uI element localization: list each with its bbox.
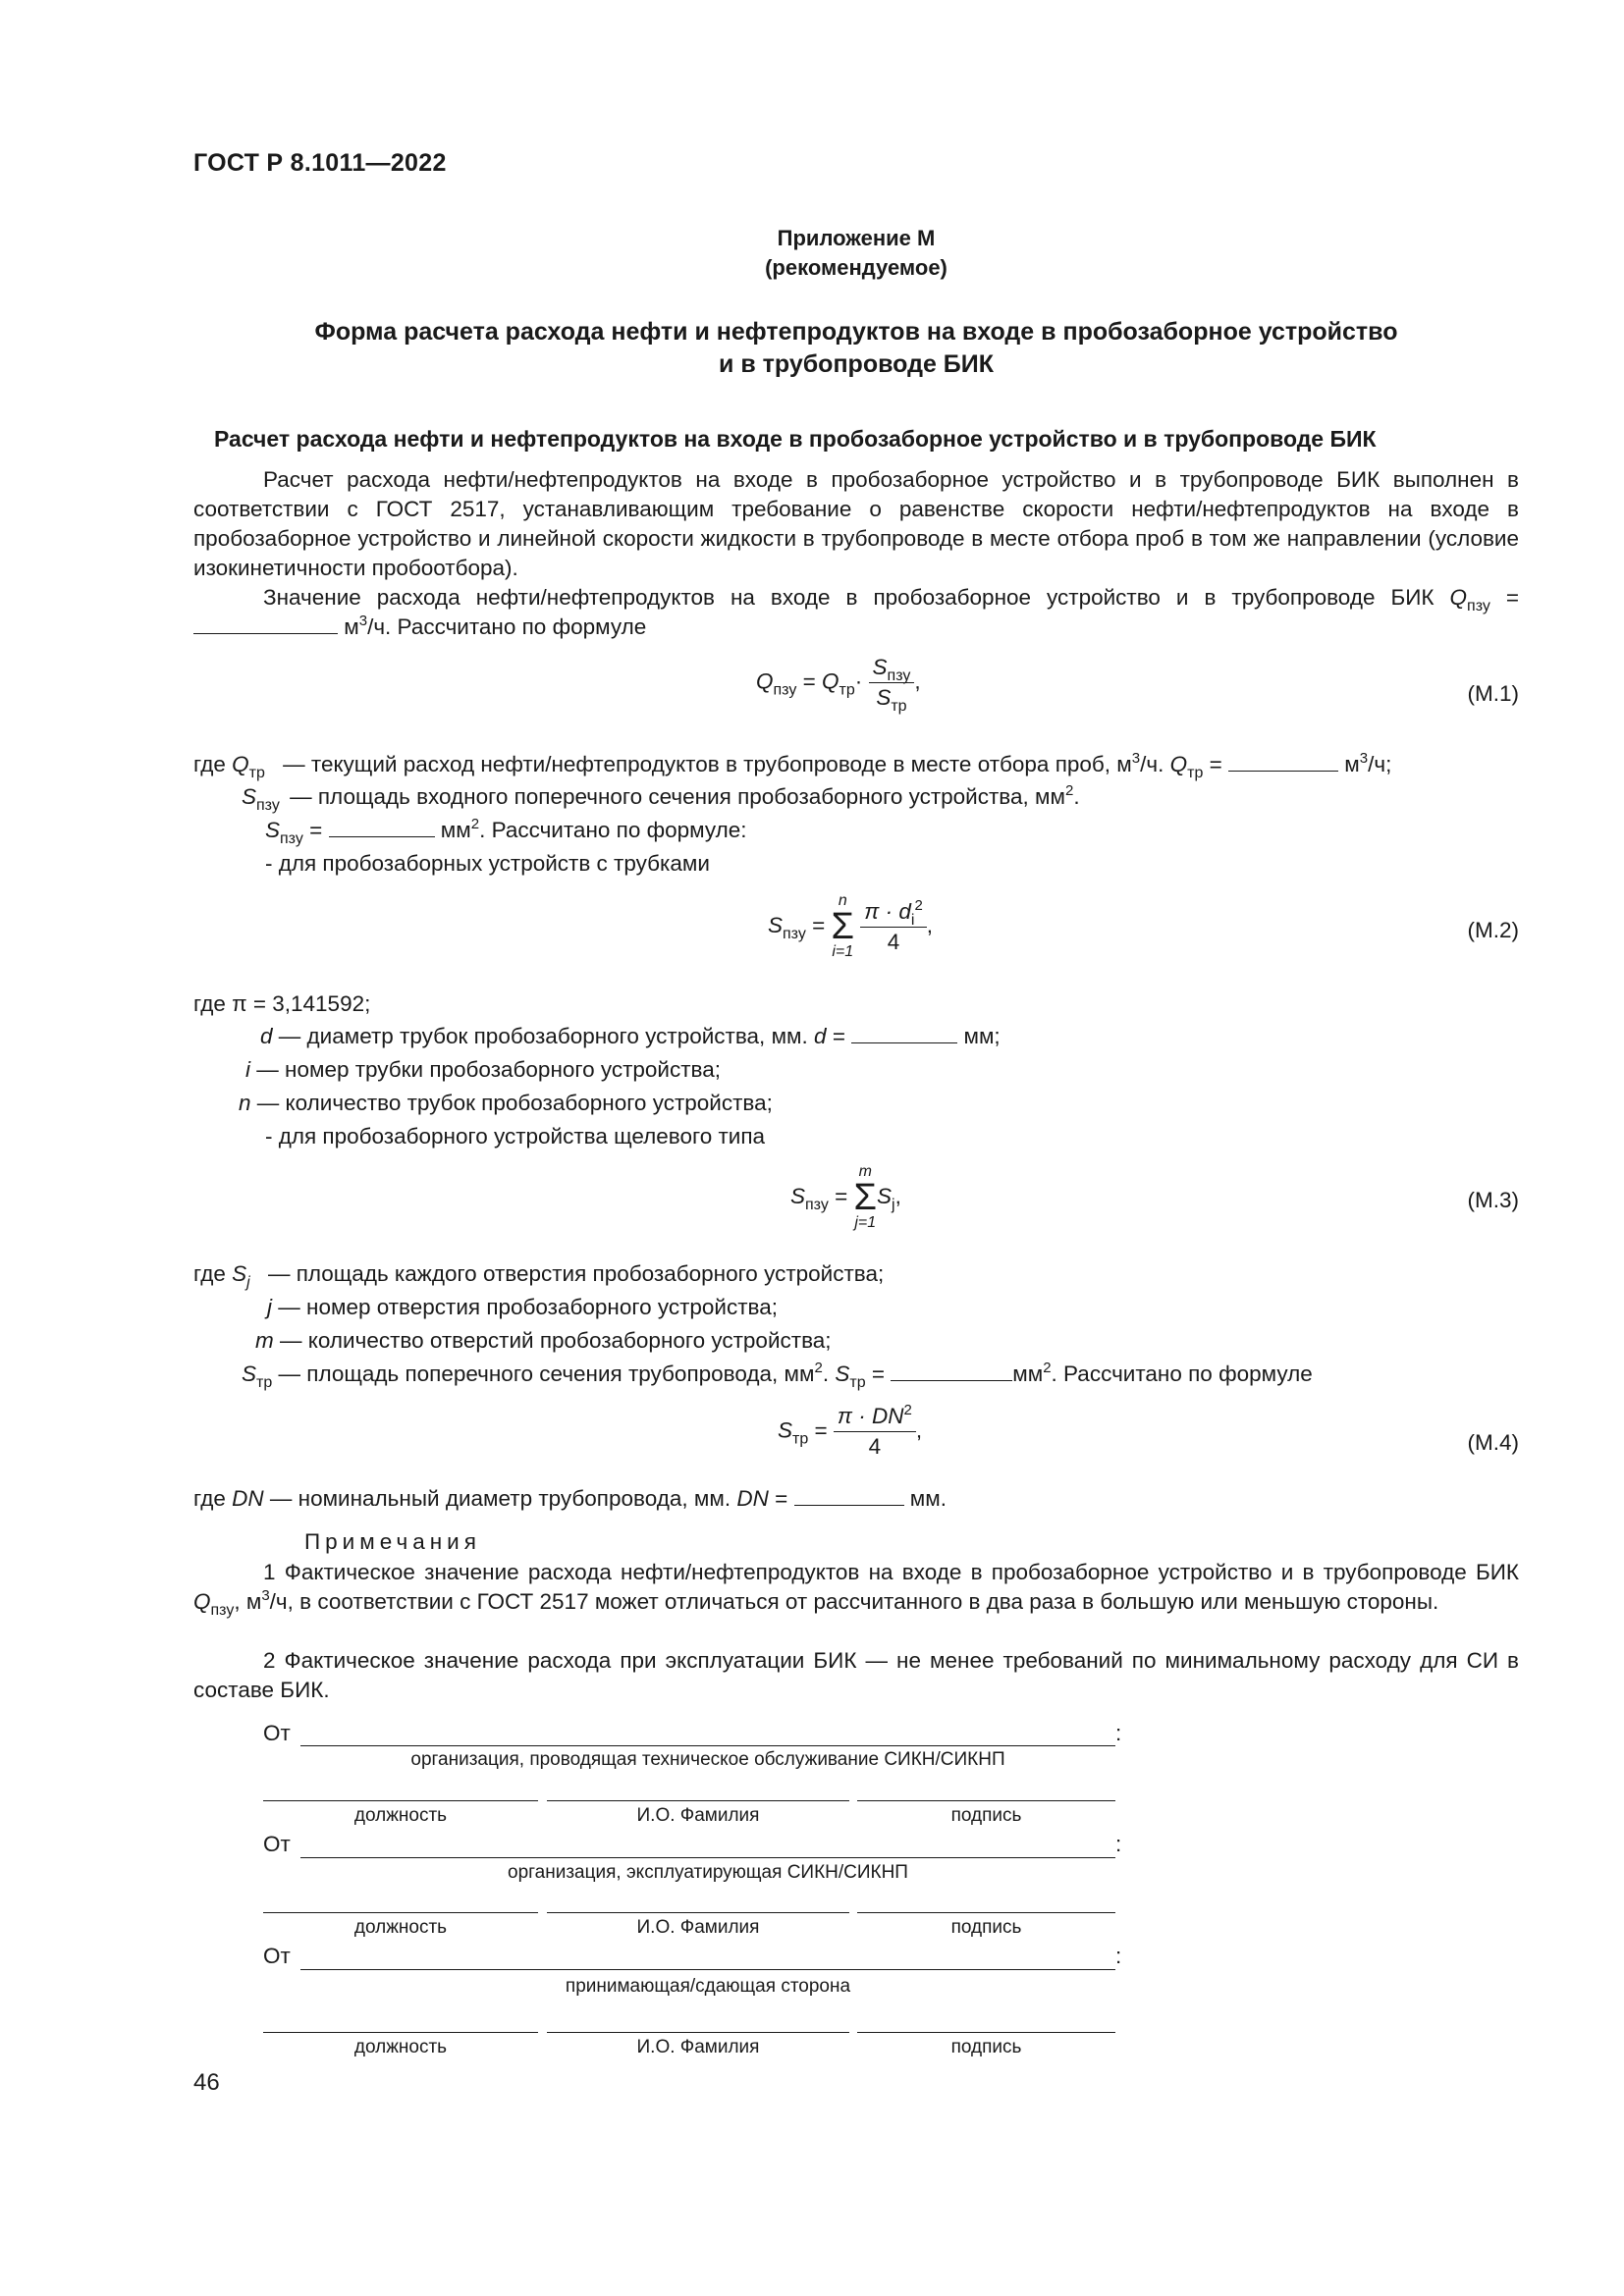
str-value-field[interactable] <box>891 1361 1012 1381</box>
position-caption: должность <box>353 1805 448 1826</box>
name-caption: И.О. Фамилия <box>636 2037 760 2057</box>
pi-value-line: где π = 3,141592; <box>193 991 371 1016</box>
i-description: номер трубки пробозаборного устройства; <box>285 1057 722 1082</box>
d-value-field[interactable] <box>851 1023 957 1043</box>
where-m-line: m — количество отверстий пробозаборного устройства; <box>255 1328 832 1353</box>
formula-m2-number: (М.2) <box>1467 918 1519 942</box>
where-sj-line: где $S_j$ — площадь каждого отверстия пробозаборного устройства; <box>193 1261 885 1291</box>
qpzu-value-field[interactable] <box>193 614 338 634</box>
spzu-value-line: $S_{пзу} = мм^2$. Рассчитано по формуле: <box>265 816 747 847</box>
where-dn-line: где DN — номинальный диаметр трубопровода, мм. DN = мм. <box>193 1486 947 1511</box>
spzu-value-field[interactable] <box>329 817 435 837</box>
signature-line[interactable] <box>857 1912 1115 1913</box>
m-description: количество отверстий пробозаборного устройства; <box>307 1328 832 1353</box>
position-line[interactable] <box>263 2032 538 2033</box>
value-paragraph-text: Значение расхода нефти/нефтепродуктов на входе в пробозаборное устройство и в трубопроводе БИК <box>263 585 1435 610</box>
from-label: От <box>263 1721 291 1745</box>
sj-description: площадь каждого отверстия пробозаборного устройства; <box>296 1261 885 1286</box>
name-caption: И.О. Фамилия <box>636 1917 760 1938</box>
note-2: 2 Фактическое значение расхода при эксплуатации БИК — не менее требований по минимальному расходу для СИ в составе БИК. <box>193 1648 1519 1702</box>
organization-line[interactable] <box>300 1969 1115 1970</box>
document-title-line-2: и в трубопроводе БИК <box>719 350 994 378</box>
organization-caption: принимающая/сдающая сторона <box>565 1976 851 1997</box>
formula-m3: $S_{пзу}$ = m Σ j=1 $S_j$, <box>790 1163 901 1231</box>
spzu-description: площадь входного поперечного сечения пробозаборного устройства, мм <box>317 784 1065 809</box>
where-j-line: j — номер отверстия пробозаборного устройства; <box>267 1295 779 1319</box>
signature-caption: подпись <box>950 1805 1022 1826</box>
position-caption: должность <box>353 2037 448 2057</box>
slot-device-label: - для пробозаборного устройства щелевого типа <box>265 1124 766 1148</box>
qtr-value-field[interactable] <box>1228 751 1338 772</box>
formula-m4: $S_{тр}$ = $\frac{\pi \cdot DN^2}{4}$ , <box>778 1402 923 1459</box>
formula-m1: $Q_{пзу} = Q_{тр}\cdot$ $\frac{S_{пзу}}{S_{тр}}$ , <box>756 655 921 715</box>
tubes-device-label: - для пробозаборных устройств с трубками <box>265 851 710 876</box>
where-str-line: $S_{тр}$ — площадь поперечного сечения трубопровода, $мм^2$. $S_{тр} = мм^2$. Рассчитано по формуле <box>242 1360 1313 1391</box>
dn-value-field[interactable] <box>794 1485 904 1506</box>
from-label: От <box>263 1944 291 1968</box>
notes-heading: Примечания <box>304 1529 481 1554</box>
signature-line[interactable] <box>857 2032 1115 2033</box>
intro-paragraph: Расчет расхода нефти/нефтепродуктов на входе в пробозаборное устройство и в трубопроводе БИК выполнен в соответствии с ГОСТ 2517, устанавливающим требование о равенстве скорости нефти/нефтепродуктов на входе в пробозаборное устройство и линейной скорости жидкости в трубопроводе в месте отбора проб в том же направлении (условие изокинетичности пробоотбора). <box>193 467 1519 580</box>
formula-m4-fraction: $\frac{\pi \cdot DN^2}{4}$ <box>834 1404 916 1460</box>
n-description: количество трубок пробозаборного устройства; <box>285 1091 773 1115</box>
appendix-title: Приложение М <box>777 226 936 250</box>
page-number: 46 <box>193 2069 220 2096</box>
signature-caption: подпись <box>950 2037 1022 2057</box>
organization-line[interactable] <box>300 1857 1115 1858</box>
position-line[interactable] <box>263 1912 538 1913</box>
appendix-status: (рекомендуемое) <box>765 255 947 280</box>
organization-caption: организация, эксплуатирующая СИКН/СИКНП <box>508 1862 908 1883</box>
value-paragraph: Значение расхода нефти/нефтепродуктов на входе в пробозаборное устройство и в трубопроводе БИК $Q_{пзу} = м^3/ч$. Рассчитано по формуле <box>193 583 1519 642</box>
standard-designation: ГОСТ Р 8.1011—2022 <box>193 149 447 177</box>
name-line[interactable] <box>547 1800 849 1801</box>
sum-symbol: n Σ i=1 <box>831 892 855 960</box>
formula-m3-number: (М.3) <box>1467 1188 1519 1212</box>
from-label: От <box>263 1832 291 1856</box>
dn-description: номинальный диаметр трубопровода, мм. <box>298 1486 731 1511</box>
formula-m4-number: (М.4) <box>1467 1430 1519 1455</box>
document-title <box>193 316 1519 381</box>
signature-line[interactable] <box>857 1800 1115 1801</box>
position-caption: должность <box>353 1917 448 1938</box>
d-description: диаметр трубок пробозаборного устройства, мм. <box>306 1024 808 1048</box>
formula-m1-number: (М.1) <box>1467 681 1519 706</box>
where-spzu-line: $S_{пзу}$ — площадь входного поперечного сечения пробозаборного устройства, $мм^2$. <box>242 782 1080 814</box>
name-line[interactable] <box>547 2032 849 2033</box>
formula-m1-fraction: $\frac{S_{пзу}}{S_{тр}}$ <box>869 655 915 711</box>
appendix-heading <box>193 224 1519 283</box>
name-caption: И.О. Фамилия <box>636 1805 760 1826</box>
where-n-line: n — количество трубок пробозаборного устройства; <box>239 1091 773 1115</box>
formula-m2: $S_{пзу}$ = n Σ i=1 $\frac{\pi \cdot d_i^2}{4}$ , <box>768 892 934 960</box>
section-title: Расчет расхода нефти и нефтепродуктов на входе в пробозаборное устройство и в трубопроводе БИК <box>214 426 1377 452</box>
j-description: номер отверстия пробозаборного устройства; <box>306 1295 779 1319</box>
str-description: площадь поперечного сечения трубопровода, мм <box>306 1362 815 1386</box>
where-d-line: d — диаметр трубок пробозаборного устройства, мм. d = мм; <box>260 1024 1001 1048</box>
document-page: ГОСТ Р 8.1011—2022 Приложение М (рекомендуемое) Форма расчета расхода нефти и нефтепродуктов на входе в пробозаборное устройство и в трубопроводе БИК Расчет расхода нефти и нефтепродуктов на входе в пробозаборное устройство и в трубопроводе БИК Расчет расхода нефти/нефтепродуктов на входе в пробозаборное устройство и в трубопроводе БИК выполнен в соответствии с ГОСТ 2517, устанавливающим требование о равенстве скорости нефти/нефтепродуктов на входе в пробозаборное устройство и линейной скорости жидкости в трубопроводе в месте отбора проб в том же направлении (условие изокинетичности пробоотбора). Значение расхода нефти/нефтепродуктов на входе в пробозаборное устройство и в трубопроводе БИК $Q_{пзу} = м^3/ч$. Рассчитано по формуле $Q_{пзу} = Q_{тр}\cdot$ $\frac{S_{пзу}}{S_{тр}}$ , (М.1) где $Q_{тр}$ — текущий расход нефти/нефтепродуктов в трубопроводе в месте отбора проб, $м^3/ч$. $Q_{тр} = м^3/ч$; $S_{пзу}$ — площадь входного поперечного сечения пробозаборного устройства, $мм^2$. $S_{пзу} = мм^2$. Рассчитано по формуле: - для пробозаборных устройств с трубками $S_{пзу}$ = n Σ i=1 $\frac{\pi \cdot d_i^2}{4}$ , (М.2) где π = 3,141592; d — диаметр трубок пробозаборного устройства, мм. d = мм; i — номер трубки пробозаборного устройства; n — количество трубок пробозаборного устройства; - для пробозаборного устройства щелевого типа $S_{пзу}$ = m Σ j=1 $S_j$, (М.3) где $S_j$ — площадь каждого отверстия пробозаборного устройства; j — номер отверстия пробозаборного устройства; m — количество отверстий пробозаборного устройства; $S_{тр}$ — площадь поперечного сечения трубопровода, $мм^2$. $S_{тр} = мм^2$. Рассчитано по формуле $S_{тр}$ = $\frac{\pi \cdot DN^2}{4}$ , (М.4) где DN — номинальный диаметр трубопровода, мм. DN = мм. Примечания 1 Фактическое значение расхода нефти/нефтепродуктов на входе в пробозаборное устройство и в трубопроводе БИК $Q_{пзу}$, $м^3/ч$, в соответствии с ГОСТ 2517 может отличаться от рассчитанного в два раза в большую или меньшую стороны. 2 Фактическое значение расхода при эксплуатации БИК — не менее требований по минимальному расходу для СИ в составе БИК. От : организация, проводящая техническое обслуживание СИКН/СИКНП должность И.О. Фамилия подпись От : организация, эксплуатирующая СИКН/СИКНП должность И.О. Фамилия подпись От : принимающая/сдающая сторона должность И.О. Фамилия подпись 46 <box>193 149 1519 2096</box>
formula-m2-fraction: $\frac{\pi \cdot d_i^2}{4}$ <box>860 899 927 955</box>
where-qtr-line: где $Q_{тр}$ — текущий расход нефти/нефтепродуктов в трубопроводе в месте отбора проб, $м^3/ч$. $Q_{тр} = м^3/ч$; <box>193 750 1392 781</box>
signature-caption: подпись <box>950 1917 1022 1938</box>
position-line[interactable] <box>263 1800 538 1801</box>
name-line[interactable] <box>547 1912 849 1913</box>
organization-line[interactable] <box>300 1745 1115 1746</box>
qtr-description: текущий расход нефти/нефтепродуктов в трубопроводе в месте отбора проб, м <box>310 752 1132 776</box>
organization-caption: организация, проводящая техническое обслуживание СИКН/СИКНП <box>410 1749 1005 1770</box>
document-title-line-1: Форма расчета расхода нефти и нефтепродуктов на входе в пробозаборное устройство <box>314 318 1398 346</box>
where-i-line: i — номер трубки пробозаборного устройства; <box>245 1057 722 1082</box>
sum-symbol: m Σ j=1 <box>853 1163 878 1231</box>
note-1: 1 Фактическое значение расхода нефти/нефтепродуктов на входе в пробозаборное устройство и в трубопроводе БИК $Q_{пзу}$, $м^3/ч$, в соответствии с ГОСТ 2517 может отличаться от рассчитанного в два раза в большую или меньшую стороны. <box>193 1560 1519 1619</box>
